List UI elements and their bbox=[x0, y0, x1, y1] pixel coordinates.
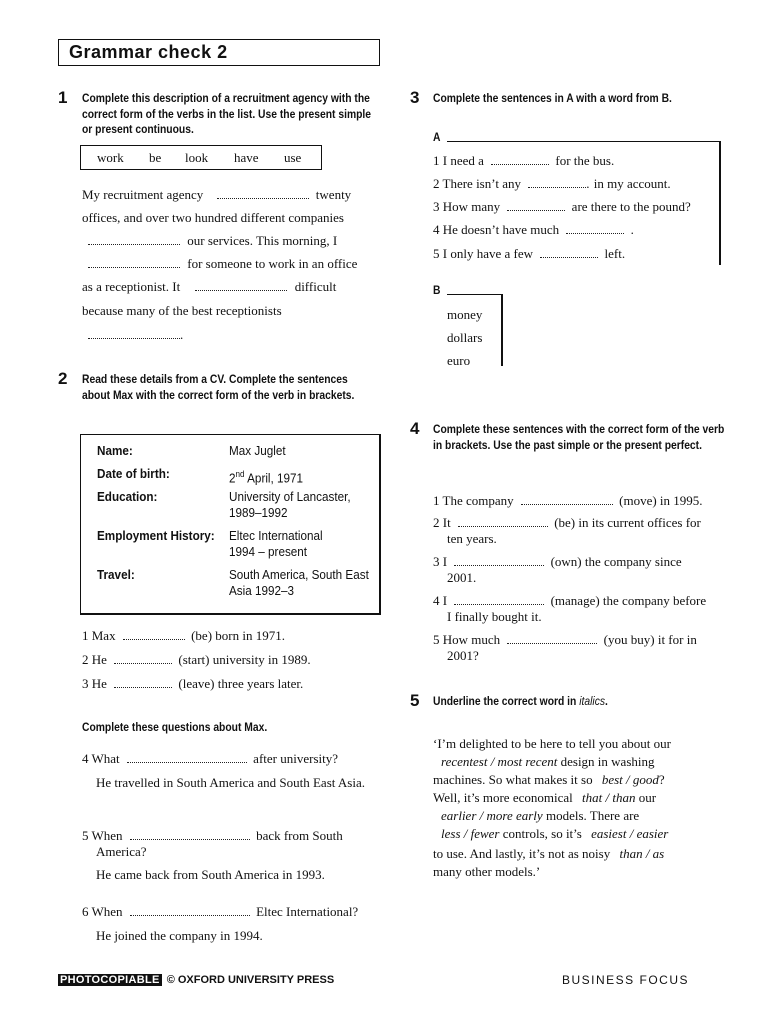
cv-box bbox=[80, 434, 381, 615]
ex3-sentence-4 bbox=[433, 222, 634, 238]
ex5-choice[interactable]: earlier / more early bbox=[441, 808, 543, 823]
ex4-text: 3 I bbox=[433, 554, 448, 569]
ex1-text: as a receptionist. It bbox=[82, 279, 181, 294]
exercise-1-instruction: Complete this description of a recruitment agency with the correct form of the verbs in the list. Use the present simple or present continuous. bbox=[82, 91, 372, 136]
answer-blank[interactable] bbox=[566, 223, 624, 234]
ex1-line bbox=[82, 327, 183, 343]
cv-employment-label: Employment History: bbox=[97, 528, 215, 543]
ex3-text: 2 There isn’t any bbox=[433, 176, 521, 191]
exercise-2-number: 2 bbox=[58, 369, 68, 388]
ex3-b-top-rule bbox=[447, 294, 502, 295]
ex5-instruction-text: . bbox=[605, 694, 608, 708]
cv-travel-value-1: South America, South East bbox=[229, 567, 369, 582]
ex2-text: 3 He bbox=[82, 676, 107, 691]
ex3-b-word: money bbox=[447, 307, 483, 322]
ex4-sentence-5-cont: 2001? bbox=[447, 648, 479, 663]
ex3-text: left. bbox=[604, 246, 626, 261]
ex5-line-6 bbox=[433, 826, 668, 842]
ex2-text: 6 When bbox=[82, 904, 123, 919]
ex5-line-8: many other models.’ bbox=[433, 864, 541, 879]
word-list-item: use bbox=[284, 150, 302, 165]
ex1-text: My recruitment agency bbox=[82, 187, 204, 202]
exercise-4-instruction: Complete these sentences with the correct form of the verb in brackets. Use the past simple or the present perfect. bbox=[433, 422, 725, 452]
ex5-choice[interactable]: easiest / easier bbox=[591, 826, 669, 841]
ex2-text: 5 When bbox=[82, 828, 123, 843]
ex4-text: 5 How much bbox=[433, 632, 501, 647]
ex1-text: . bbox=[180, 327, 184, 342]
ex5-instruction-text: Underline the correct word in bbox=[433, 694, 580, 708]
word-list-item: be bbox=[149, 150, 162, 165]
answer-blank[interactable] bbox=[88, 257, 180, 268]
ex5-line-7 bbox=[433, 846, 664, 862]
cv-education-value-1: University of Lancaster, bbox=[229, 489, 351, 504]
ex4-text: 4 I bbox=[433, 593, 448, 608]
ex5-line-2 bbox=[433, 754, 655, 770]
ex1-line bbox=[82, 256, 357, 272]
ex4-sentence-4 bbox=[433, 593, 706, 609]
cv-name-label: Name: bbox=[97, 443, 133, 458]
ex2-text: 1 Max bbox=[82, 628, 116, 643]
ex2-text: (be) born in 1971. bbox=[191, 628, 285, 643]
ex5-text: design in washing bbox=[557, 754, 655, 769]
answer-blank[interactable] bbox=[528, 177, 586, 188]
ex4-text: (manage) the company before bbox=[550, 593, 707, 608]
series-name: BUSINESS FOCUS bbox=[562, 973, 690, 987]
ex3-a-side-rule bbox=[719, 141, 721, 265]
ex3-sentence-3 bbox=[433, 199, 691, 215]
ex2-text: 2 He bbox=[82, 652, 107, 667]
cv-education-label: Education: bbox=[97, 489, 158, 504]
answer-blank[interactable] bbox=[521, 494, 613, 505]
ex1-text: twenty bbox=[315, 187, 352, 202]
ex2-question-4 bbox=[82, 751, 338, 767]
word-list-box bbox=[80, 145, 322, 170]
cv-dob-value bbox=[229, 466, 378, 486]
word-list-item: look bbox=[185, 150, 209, 165]
ex5-text: machines. So what makes it so bbox=[433, 772, 593, 787]
ex4-sentence-3 bbox=[433, 554, 682, 570]
ex4-sentence-5 bbox=[433, 632, 697, 648]
answer-blank[interactable] bbox=[507, 200, 565, 211]
ex4-text: (you buy) it for in bbox=[603, 632, 697, 647]
ex5-choice[interactable]: less / fewer bbox=[441, 826, 500, 841]
cv-dob-rest: April, 1971 bbox=[244, 470, 304, 486]
ex4-sentence-1 bbox=[433, 493, 703, 509]
ex2-answer-6: He joined the company in 1994. bbox=[96, 928, 263, 943]
answer-blank[interactable] bbox=[217, 188, 309, 199]
ex3-b-side-rule bbox=[501, 294, 503, 366]
photocopiable-badge: PHOTOCOPIABLE bbox=[60, 974, 160, 986]
exercise-2-instruction: Read these details from a CV. Complete the sentences about Max with the correct form of the verb in brackets. bbox=[82, 372, 355, 402]
ex5-text: Well, it’s more economical bbox=[433, 790, 573, 805]
ex5-text: ? bbox=[658, 772, 665, 787]
answer-blank[interactable] bbox=[123, 629, 185, 640]
ex5-choice[interactable]: best / good bbox=[601, 772, 659, 787]
publisher-credit: © OXFORD UNIVERSITY PRESS bbox=[166, 974, 335, 986]
answer-blank[interactable] bbox=[540, 247, 598, 258]
exercise-5-number: 5 bbox=[410, 691, 420, 710]
ex3-b-label: B bbox=[433, 283, 441, 297]
exercise-3-number: 3 bbox=[410, 88, 420, 107]
ex4-text: (be) in its current offices for bbox=[554, 515, 701, 530]
ex2-answer-5: He came back from South America in 1993. bbox=[96, 867, 325, 882]
ex3-text: 1 I need a bbox=[433, 153, 484, 168]
cv-travel-value-2: Asia 1992–3 bbox=[229, 583, 295, 598]
ex5-line-4 bbox=[433, 790, 656, 806]
answer-blank[interactable] bbox=[88, 234, 180, 245]
ex1-line bbox=[82, 187, 351, 203]
footer-left bbox=[58, 974, 334, 986]
exercise-1-number: 1 bbox=[58, 88, 68, 107]
answer-blank[interactable] bbox=[114, 653, 172, 664]
ex1-text: our services. This morning, I bbox=[187, 233, 338, 248]
ex1-line: because many of the best receptionists bbox=[82, 303, 282, 318]
title-box bbox=[58, 39, 380, 66]
ex2-sentence-2 bbox=[82, 652, 311, 668]
ex3-text: . bbox=[586, 176, 590, 191]
ex3-a-top-rule bbox=[447, 141, 719, 142]
page-title: Grammar check 2 bbox=[69, 42, 228, 62]
ex2-text: Eltec International? bbox=[256, 904, 359, 919]
ex3-sentence-1 bbox=[433, 153, 614, 169]
ex2-question-5-cont: America? bbox=[96, 844, 147, 859]
answer-blank[interactable] bbox=[130, 829, 250, 840]
ex4-text: (move) in 1995. bbox=[619, 493, 703, 508]
ex3-b-word: dollars bbox=[447, 330, 483, 345]
answer-blank[interactable] bbox=[195, 280, 287, 291]
word-list-item: work bbox=[97, 150, 124, 165]
ex3-text: 5 I only have a few bbox=[433, 246, 533, 261]
ex2-sentence-1 bbox=[82, 628, 285, 644]
answer-blank[interactable] bbox=[127, 752, 247, 763]
cv-name-value: Max Juglet bbox=[229, 443, 286, 458]
cv-employment-value-2: 1994 – present bbox=[229, 544, 308, 559]
ex2-question-5 bbox=[82, 828, 343, 844]
ex5-choice[interactable]: that / than bbox=[582, 790, 636, 805]
ex2-question-6 bbox=[82, 904, 358, 920]
ex3-text: are there to the pound? bbox=[571, 199, 691, 214]
ex5-line-5 bbox=[433, 808, 639, 824]
ex2-text: (start) university in 1989. bbox=[178, 652, 311, 667]
answer-blank[interactable] bbox=[88, 328, 180, 339]
ex5-text: our bbox=[635, 790, 657, 805]
ex1-line bbox=[82, 279, 336, 295]
ex4-sentence-3-cont: 2001. bbox=[447, 570, 477, 585]
ex3-sentence-2 bbox=[433, 176, 671, 192]
ex3-a-label: A bbox=[433, 130, 441, 144]
ex3-b-word: euro bbox=[447, 353, 471, 368]
ex2-text: 4 What bbox=[82, 751, 120, 766]
answer-blank[interactable] bbox=[458, 516, 548, 527]
cv-travel-label: Travel: bbox=[97, 567, 135, 582]
ex1-text: difficult bbox=[294, 279, 337, 294]
ex1-line: offices, and over two hundred different companies bbox=[82, 210, 344, 225]
ex5-text: models. There are bbox=[542, 808, 640, 823]
answer-blank[interactable] bbox=[454, 555, 544, 566]
ex5-text: controls, so it’s bbox=[499, 826, 582, 841]
ex2-sentence-3 bbox=[82, 676, 303, 692]
answer-blank[interactable] bbox=[507, 633, 597, 644]
ex5-line-1: ‘I’m delighted to be here to tell you about our bbox=[433, 736, 671, 751]
answer-blank[interactable] bbox=[454, 594, 544, 605]
ex4-sentence-2 bbox=[433, 515, 701, 531]
ex2-text: after university? bbox=[253, 751, 338, 766]
ex5-instruction-italic: italics bbox=[579, 694, 606, 708]
cv-employment-value-1: Eltec International bbox=[229, 528, 323, 543]
ex2-text: (leave) three years later. bbox=[178, 676, 304, 691]
cv-dob-label: Date of birth: bbox=[97, 466, 170, 481]
ex5-choice[interactable]: recentest / most recent bbox=[441, 754, 558, 769]
ex2-question-instruction: Complete these questions about Max. bbox=[82, 720, 268, 734]
cv-dob-sup: nd bbox=[235, 469, 245, 479]
exercise-4-number: 4 bbox=[410, 419, 420, 438]
ex3-text: 4 He doesn’t have much bbox=[433, 222, 560, 237]
cv-dob-day: 2 bbox=[229, 470, 236, 486]
exercise-5-instruction bbox=[433, 694, 717, 710]
word-list-item: have bbox=[234, 150, 259, 165]
ex5-line-3 bbox=[433, 772, 665, 788]
ex4-sentence-2-cont: ten years. bbox=[447, 531, 497, 546]
ex5-choice[interactable]: than / as bbox=[619, 846, 665, 861]
ex3-text: . bbox=[630, 222, 634, 237]
ex5-text: to use. And lastly, it’s not as noisy bbox=[433, 846, 611, 861]
ex3-sentence-5 bbox=[433, 246, 625, 262]
cv-education-value-2: 1989–1992 bbox=[229, 505, 288, 520]
ex4-text: 2 It bbox=[433, 515, 451, 530]
ex4-text: 1 The company bbox=[433, 493, 514, 508]
ex1-line bbox=[82, 233, 337, 249]
answer-blank[interactable] bbox=[114, 677, 172, 688]
ex2-text: back from South bbox=[256, 828, 343, 843]
ex4-sentence-4-cont: I finally bought it. bbox=[447, 609, 542, 624]
ex4-text: (own) the company since bbox=[550, 554, 682, 569]
answer-blank[interactable] bbox=[130, 905, 250, 916]
ex3-text: for the bus. bbox=[555, 153, 615, 168]
exercise-3-instruction: Complete the sentences in A with a word from B. bbox=[433, 91, 672, 105]
ex2-answer-4: He travelled in South America and South East Asia. bbox=[96, 775, 365, 790]
ex3-text: 3 How many bbox=[433, 199, 501, 214]
ex3-text: in my account. bbox=[593, 176, 671, 191]
answer-blank[interactable] bbox=[491, 154, 549, 165]
ex1-text: for someone to work in an office bbox=[187, 256, 358, 271]
